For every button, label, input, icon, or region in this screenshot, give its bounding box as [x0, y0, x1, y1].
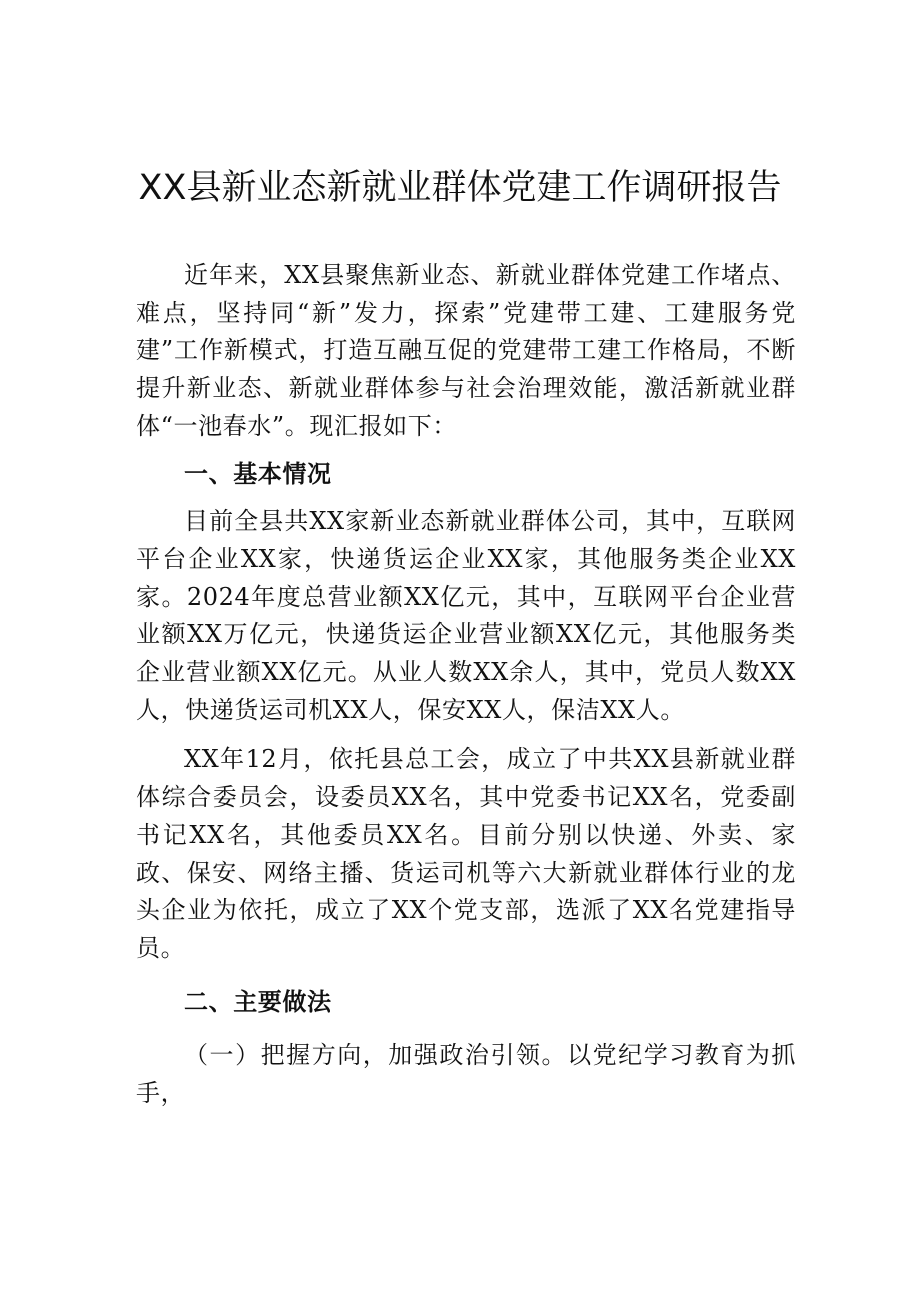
document-body — [136, 257, 796, 1113]
section-heading-main-practices: 二、主要做法 — [184, 987, 332, 1016]
section-heading-basic-situation: 一、基本情况 — [184, 459, 332, 488]
basic-situation-paragraph-2: XX年12月，依托县总工会，成立了中共XX县新就业群体综合委员会，设委员XX名，其中党委书记XX名，党委副书记XX名，其他委员XX名。目前分别以快递、外卖、家政、保安、网络主播、货运司机等六大新就业群体行业的龙头企业为依托，成立了XX个党支部，选派了XX名党建指导员。 — [136, 745, 796, 962]
intro-paragraph: 近年来，XX县聚焦新业态、新就业群体党建工作堵点、难点，坚持同“新”发力，探索”党建带工建、工建服务党建”工作新模式，打造互融互促的党建带工建工作格局，不断提升新业态、新就业群体参与社会治理效能，激活新就业群体“一池春水”。现汇报如下： — [136, 261, 796, 440]
document-title: XX县新业态新就业群体党建工作调研报告 — [138, 168, 782, 208]
main-practices-paragraph-1: （一）把握方向，加强政治引领。以党纪学习教育为抓手， — [136, 1041, 796, 1108]
basic-situation-paragraph-1: 目前全县共XX家新业态新就业群体公司，其中，互联网平台企业XX家，快递货运企业XX家，其他服务类企业XX家。2024年度总营业额XX亿元，其中，互联网平台企业营业额XX万亿元，快递货运企业营业额XX亿元，其他服务类企业营业额XX亿元。从业人数XX余人，其中，党员人数XX人，快递货运司机XX人，保安XX人，保洁XX人。 — [136, 507, 796, 724]
